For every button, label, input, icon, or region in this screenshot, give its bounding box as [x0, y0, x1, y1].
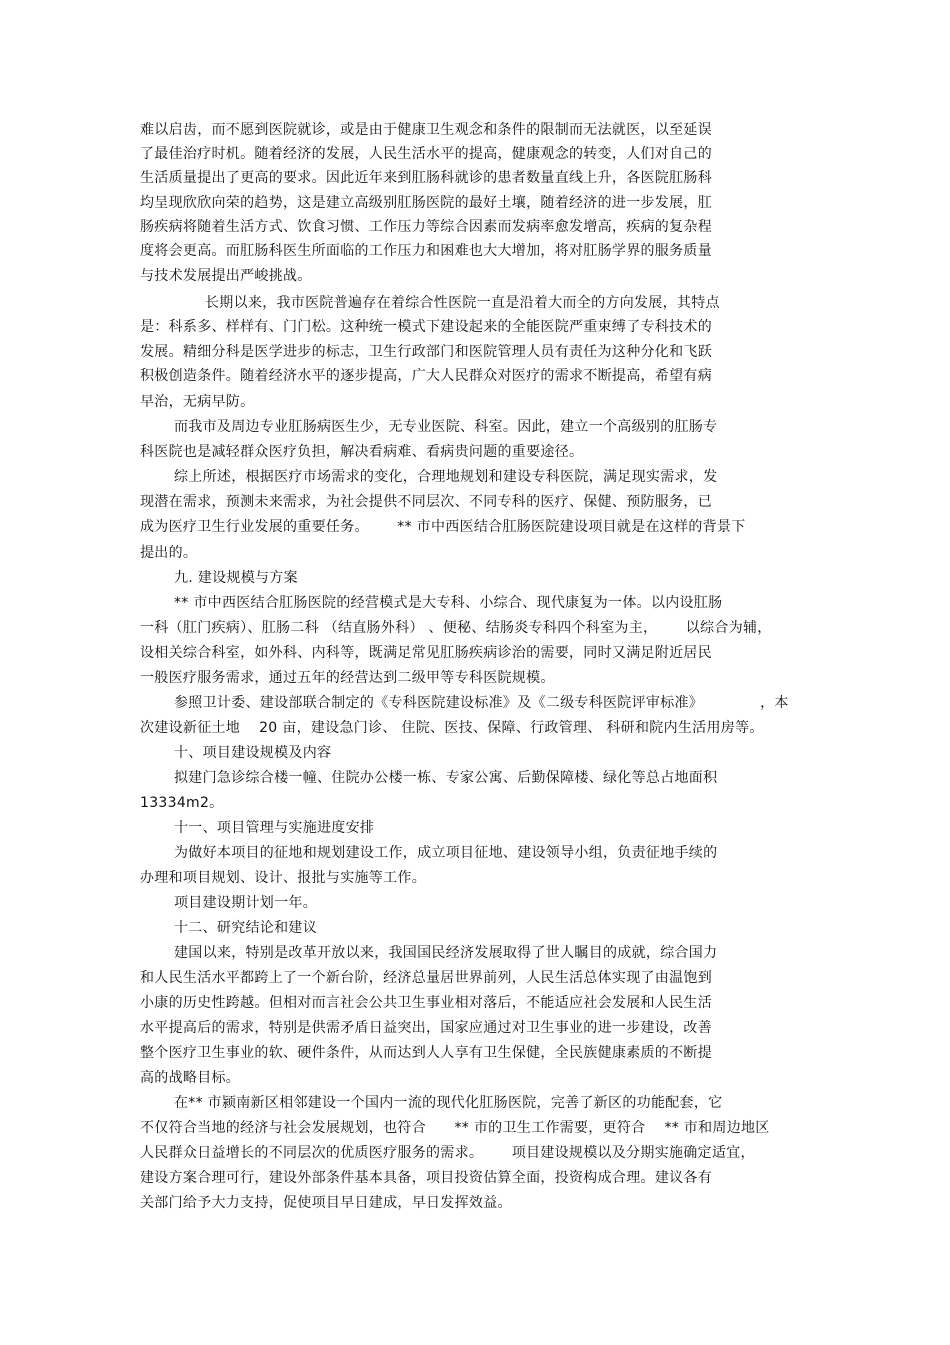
text-line: 生活质量提出了更高的要求。因此近年来到肛肠科就诊的患者数量直线上升，各医院肛肠科 [140, 170, 712, 186]
text-line: 是：科系多、样样有、门门松。这种统一模式下建设起来的全能医院严重束缚了专科技术的 [140, 319, 712, 335]
text-line: 了最佳治疗时机。随着经济的发展，人民生活水平的提高，健康观念的转变，人们对自己的 [140, 146, 712, 162]
section-heading: 九. 建设规模与方案 [174, 570, 298, 586]
text-line: 人民群众日益增长的不同层次的优质医疗服务的需求。 项目建设规模以及分期实施确定适宜， [140, 1145, 755, 1161]
text-line: 度将会更高。而肛肠科医生所面临的工作压力和困难也大大增加，将对肛肠学界的服务质量 [140, 243, 712, 259]
text-line: 13334m2。 [140, 795, 224, 811]
text-line: 小康的历史性跨越。但相对而言社会公共卫生事业相对落后，不能适应社会发展和人民生活 [140, 995, 712, 1011]
text-line: 关部门给予大力支持，促使项目早日建成，早日发挥效益。 [140, 1195, 512, 1211]
text-line: 高的战略目标。 [140, 1070, 241, 1086]
section-heading: 十一、项目管理与实施进度安排 [174, 820, 375, 836]
text-line: 水平提高后的需求，特别是供需矛盾日益突出，国家应通过对卫生事业的进一步建设，改善 [140, 1020, 712, 1036]
text-line: 一般医疗服务需求，通过五年的经营达到二级甲等专科医院规模。 [140, 670, 555, 686]
paragraph-first-line: 为做好本项目的征地和规划建设工作，成立项目征地、建设领导小组，负责征地手续的 [174, 845, 718, 861]
text-line: 不仅符合当地的经济与社会发展规划，也符合 ** 市的卫生工作需要，更符合 ** 市和周边地区 [140, 1120, 770, 1136]
paragraph-first-line: ** 市中西医结合肛肠医院的经营模式是大专科、小综合、现代康复为一体。以内设肛肠 [174, 595, 723, 611]
section-heading: 十、项目建设规模及内容 [174, 745, 332, 761]
paragraph-first-line: 项目建设期计划一年。 [174, 895, 317, 911]
paragraph-first-line: 参照卫计委、建设部联合制定的《专科医院建设标准》及《二级专科医院评审标准》 ，本 [174, 695, 789, 711]
paragraph-first-line: 拟建门急诊综合楼一幢、住院办公楼一栋、专家公寓、后勤保障楼、绿化等总占地面积 [174, 770, 718, 786]
paragraph-first-line: 而我市及周边专业肛肠病医生少，无专业医院、科室。因此，建立一个高级别的肛肠专 [174, 419, 718, 435]
text-line: 和人民生活水平都跨上了一个新台阶，经济总量居世界前列，人民生活总体实现了由温饱到 [140, 970, 712, 986]
text-line: 现潜在需求，预测未来需求，为社会提供不同层次、不同专科的医疗、保健、预防服务，已 [140, 494, 712, 510]
paragraph-first-line: 综上所述，根据医疗市场需求的变化，合理地规划和建设专科医院，满足现实需求，发 [174, 469, 718, 485]
paragraph-first-line: 建国以来，特别是改革开放以来，我国国民经济发展取得了世人瞩目的成就，综合国力 [174, 945, 718, 961]
text-line: 整个医疗卫生事业的软、硬件条件，从而达到人人享有卫生保健，全民族健康素质的不断提 [140, 1045, 712, 1061]
text-line: 肠疾病将随着生活方式、饮食习惯、工作压力等综合因素而发病率愈发增高，疾病的复杂程 [140, 219, 712, 235]
text-line: 与技术发展提出严峻挑战。 [140, 268, 312, 284]
text-line: 设相关综合科室，如外科、内科等，既满足常见肛肠疾病诊治的需要，同时又满足附近居民 [140, 645, 712, 661]
text-line: 难以启齿，而不愿到医院就诊，或是由于健康卫生观念和条件的限制而无法就医，以至延误 [140, 122, 712, 138]
text-line: 成为医疗卫生行业发展的重要任务。 ** 市中西医结合肛肠医院建设项目就是在这样的背景下 [140, 519, 746, 535]
text-line: 发展。精细分科是医学进步的标志，卫生行政部门和医院管理人员有责任为这种分化和飞跃 [140, 344, 712, 360]
text-line: 提出的。 [140, 545, 198, 561]
text-line: 次建设新征土地 20 亩，建设急门诊、 住院、医技、保障、行政管理、 科研和院内生活用房等。 [140, 720, 764, 736]
text-line: 建设方案合理可行，建设外部条件基本具备，项目投资估算全面，投资构成合理。建议各有 [140, 1170, 712, 1186]
text-line: 积极创造条件。随着经济水平的逐步提高，广大人民群众对医疗的需求不断提高，希望有病 [140, 368, 712, 384]
text-line: 科医院也是减轻群众医疗负担，解决看病难、看病贵问题的重要途径。 [140, 444, 584, 460]
paragraph-first-line: 在** 市颍南新区相邻建设一个国内一流的现代化肛肠医院，完善了新区的功能配套，它 [174, 1095, 723, 1111]
text-line: 一科（肛门疾病）、肛肠二科 （结直肠外科） 、便秘、结肠炎专科四个科室为主， 以综合为辅， [140, 620, 772, 636]
text-line: 办理和项目规划、设计、报批与实施等工作。 [140, 870, 426, 886]
text-line: 早治，无病早防。 [140, 394, 255, 410]
paragraph-first-line: 长期以来，我市医院普遍存在着综合性医院一直是沿着大而全的方向发展，其特点 [205, 295, 720, 311]
text-line: 均呈现欣欣向荣的趋势，这是建立高级别肛肠医院的最好土壤，随着经济的进一步发展，肛 [140, 195, 712, 211]
section-heading: 十二、研究结论和建议 [174, 920, 317, 936]
